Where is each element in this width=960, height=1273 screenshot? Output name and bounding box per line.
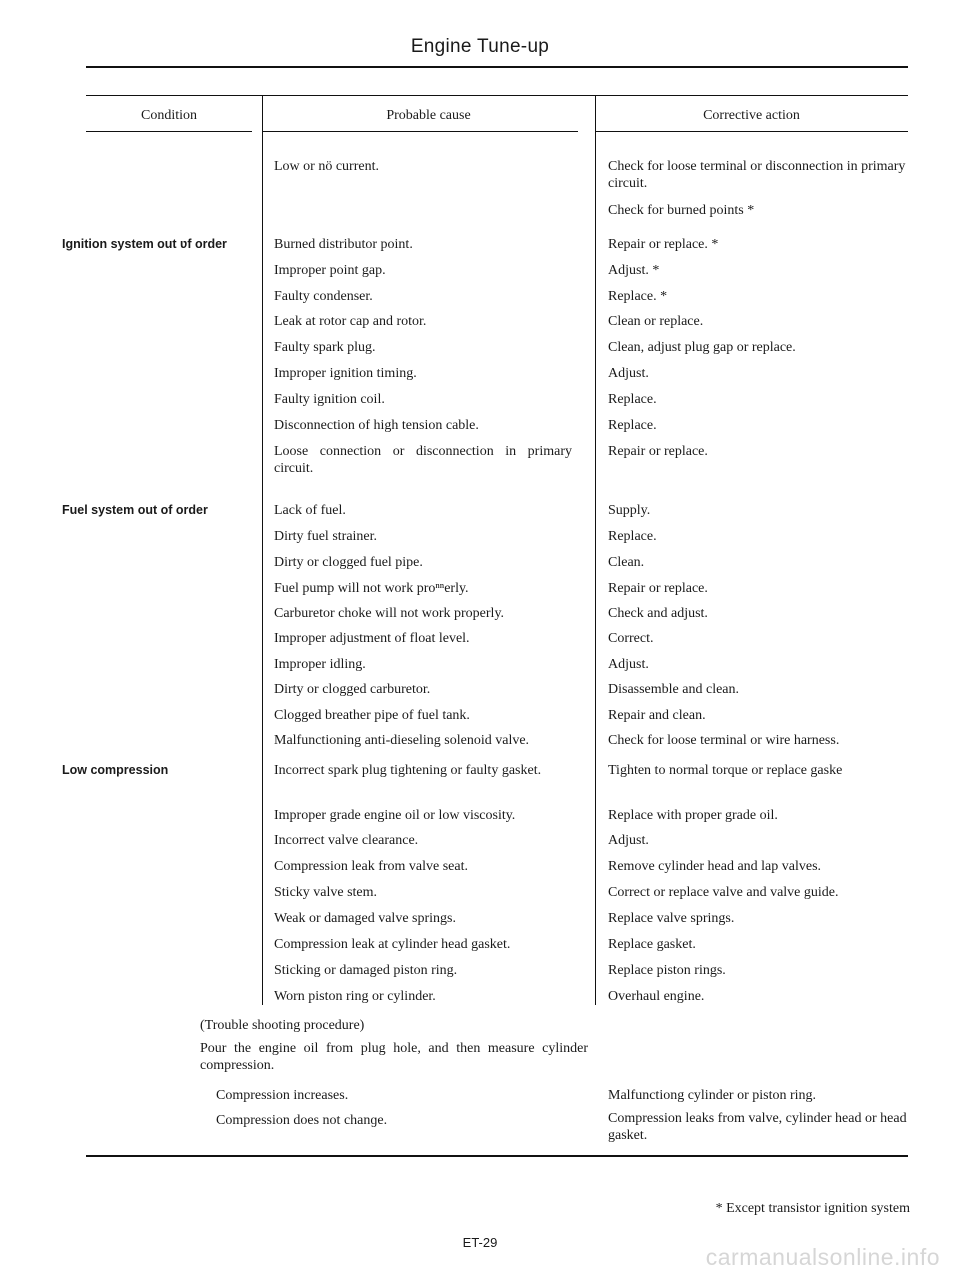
cause-choke: Carburetor choke will not work properly. <box>274 606 505 621</box>
cause-point-gap: Improper point gap. <box>274 263 386 278</box>
action-adjust-clearance: Adjust. <box>608 833 649 848</box>
action-check-loose-terminal: Check for loose terminal or disconnection in primary circuit. <box>608 159 906 191</box>
cause-valve-seat: Compression leak from valve seat. <box>274 859 469 874</box>
cause-burned-point: Burned distributor point. <box>274 237 413 252</box>
header-probable-cause: Probable cause <box>386 108 471 123</box>
condition-fuel: Fuel system out of order <box>62 503 208 517</box>
action-replace-strainer: Replace. <box>608 529 657 544</box>
action-adjust-idling: Adjust. <box>608 657 649 672</box>
action-adjust-timing: Adjust. <box>608 366 649 381</box>
cause-spark-plug: Faulty spark plug. <box>274 340 376 355</box>
cause-head-gasket: Compression leak at cylinder head gasket. <box>274 937 511 952</box>
page-title: Engine Tune-up <box>410 36 550 57</box>
outcome-increases-action: Malfunctiong cylinder or piston ring. <box>608 1088 817 1103</box>
page-number: ET-29 <box>462 1235 498 1250</box>
title-rule <box>86 66 908 68</box>
table-bottom-rule <box>86 1155 908 1157</box>
header-corrective-action: Corrective action <box>703 108 800 123</box>
column-divider-right <box>595 95 596 1005</box>
cause-ignition-timing: Improper ignition timing. <box>274 366 417 381</box>
condition-ignition: Ignition system out ʋf order <box>62 237 227 251</box>
cause-oil-grade: Improper grade engine oil or low viscosity. <box>274 808 516 823</box>
action-supply: Supply. <box>608 503 651 518</box>
action-repair-replace: Repair or replace. * <box>608 237 719 252</box>
header-bottom-rule-cause <box>262 131 578 132</box>
cause-valve-stem: Sticky valve stem. <box>274 885 378 900</box>
action-adjust: Adjust. * <box>608 263 660 278</box>
cause-fuel-pipe: Dirty or clogged fuel pipe. <box>274 555 423 570</box>
cause-rotor-leak: Leak at rotor cap and rotor. <box>274 314 427 329</box>
header-condition: Condition <box>140 108 197 123</box>
cause-ignition-coil: Faulty ignition coil. <box>274 392 385 407</box>
cause-fuel-strainer: Dirty fuel strainer. <box>274 529 378 544</box>
action-check-wire-harness: Check for loose terminal or wire harness. <box>608 733 840 748</box>
cause-worn-ring: Worn piston ring or cylinder. <box>274 989 436 1004</box>
outcome-no-change-action: Compression leaks from valve, cylinder head or head gasket. <box>608 1111 907 1143</box>
action-overhaul: Overhaul engine. <box>608 989 705 1004</box>
outcome-no-change-cause: Compression does not chanɡe. <box>216 1113 388 1128</box>
action-replace-cable: Replace. <box>608 418 657 433</box>
action-repair-pump: Repair or replace. <box>608 581 708 596</box>
action-correct: Correct. <box>608 631 654 646</box>
action-check-adjust: Check and adjust. <box>608 606 708 621</box>
cause-loose-connection: Loose connection or disconnection in primary circuit. <box>274 444 572 476</box>
cause-anti-dieseling: Malfunctioning anti-dieseling solenoid valve. <box>274 733 530 748</box>
footnote: * Except transistor ignition system <box>715 1201 910 1216</box>
action-replace-gasket: Replace gasket. <box>608 937 696 952</box>
action-tighten-torque: Tighten to normal torque or replace gaske <box>608 763 843 778</box>
action-repair-circuit: Repair or replace. <box>608 444 708 459</box>
cause-tension-cable: Disconnection of high tension cable. <box>274 418 479 433</box>
cause-piston-ring: Sticking or damaged piston ring. <box>274 963 458 978</box>
cause-fuel-pump: Fuel pump will not work proⁿⁿerly. <box>274 581 469 596</box>
header-bottom-rule-action <box>595 131 908 132</box>
cause-carburetor: Dirty or clogged carburetor. <box>274 682 431 697</box>
action-disassemble-clean: Disassemble and clean. <box>608 682 740 697</box>
action-check-burned-points: Check for burned points * <box>608 203 755 218</box>
action-lap-valves: Remove cylinder head and lap valves. <box>608 859 822 874</box>
procedure-heading: (Trouble shooting procedure) <box>200 1018 365 1033</box>
watermark: carmanualsonline.info <box>705 1244 940 1270</box>
column-divider-left <box>262 95 263 1005</box>
action-replace-springs: Replace valve springs. <box>608 911 735 926</box>
cause-idling: Improper idling. <box>274 657 366 672</box>
cause-low-current: Low or nö current. <box>274 159 379 174</box>
cause-breather-pipe: Clogged breather pipe of fuel tank. <box>274 708 470 723</box>
action-replace-oil: Replace with proper grade oil. <box>608 808 778 823</box>
action-clean: Clean. <box>608 555 645 570</box>
cause-condenser: Faulty condenser. <box>274 289 373 304</box>
cause-lack-of-fuel: Lack of fuel. <box>274 503 346 518</box>
cause-valve-clearance: Incorrect valve clearance. <box>274 833 419 848</box>
action-replace-coil: Replace. <box>608 392 657 407</box>
action-adjust-plug-gap: Clean, adjust plug gap or replace. <box>608 340 796 355</box>
action-replace: Replace. * <box>608 289 668 304</box>
outcome-increases-cause: Compression increases. <box>216 1088 349 1103</box>
cause-float-level: Improper adjustment of float level. <box>274 631 470 646</box>
header-top-rule <box>86 95 908 96</box>
cause-spark-plug-tightening: Incorrect spark plug tightening or faulty gasket. <box>274 763 542 778</box>
action-repair-clean: Repair and clean. <box>608 708 706 723</box>
cause-valve-springs: Weak or damaged valve springs. <box>274 911 456 926</box>
action-replace-valve-guide: Correct or replace valve and valve guide. <box>608 885 839 900</box>
condition-compression: Low compression <box>62 763 169 777</box>
header-bottom-rule-condition <box>86 131 252 132</box>
procedure-text: Pour the engine oil from plug hole, and then measure cylinder compression. <box>200 1041 588 1073</box>
action-clean-replace: Clean or replace. <box>608 314 704 329</box>
action-replace-rings: Replace piston rings. <box>608 963 726 978</box>
